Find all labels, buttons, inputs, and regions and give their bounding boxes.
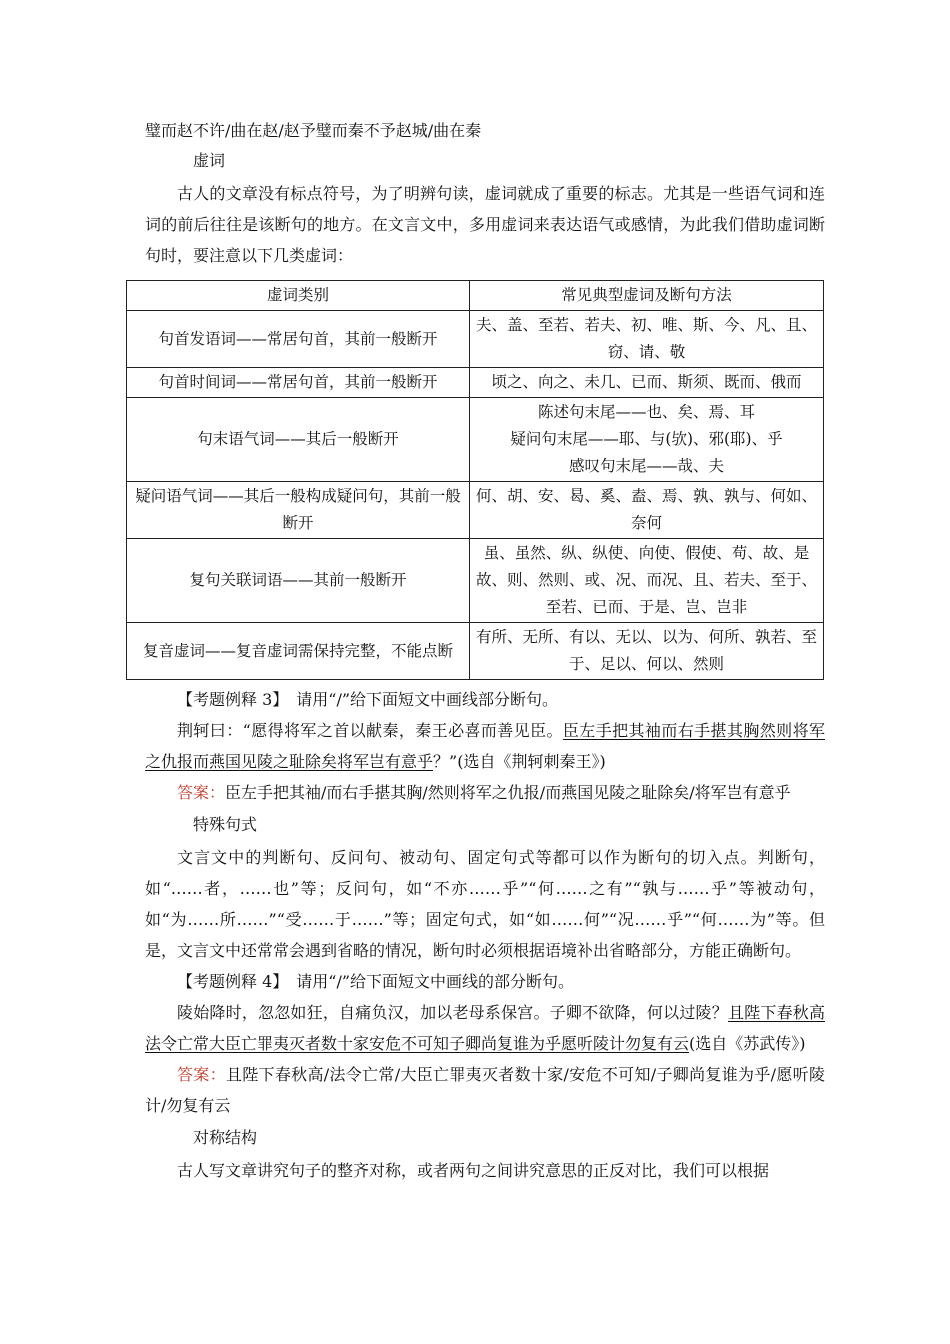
words-line-statement: 陈述句末尾——也、矣、焉、耳	[537, 403, 755, 421]
example-4-prompt: 【考题例释 4】 请用“/”给下面短文中画线的部分断句。	[177, 972, 575, 991]
table-row	[127, 482, 824, 539]
table-cell-category: 疑问语气词——其后一般构成疑问句，其前一般断开	[127, 482, 470, 539]
table-cell-words: 虽、虽然、纵、纵使、向使、假使、苟、故、是故、则、然则、或、况、而况、且、若夫、至于、至若、已而、于是、岂、岂非	[470, 539, 824, 623]
heading-duichen: 对称结构	[193, 1128, 258, 1147]
table-cell-category: 句末语气词——其后一般断开	[127, 398, 470, 482]
heading-xuci: 虚词	[193, 151, 226, 170]
table-row	[127, 539, 824, 623]
top-line: 璧而赵不许/曲在赵/赵予璧而秦不予赵城/曲在秦	[145, 121, 482, 140]
paragraph-teshu: 文言文中的判断句、反问句、被动句、固定句式等都可以作为断句的切入点。判断句，如“……者，……也”等；反问句，如“不亦……乎”“何……之有”“孰与……乎”等被动句，如“为……所……”“受……于……”等；固定句式，如“如……何”“况……乎”“何……为”等。但是，文言文中还常常会遇到省略的情况，断句时必须根据语境补出省略部分，方能正确断句。	[145, 848, 825, 960]
table-row	[127, 398, 824, 482]
page-bottom	[145, 684, 825, 1186]
example-4-label: 【考题例释 4】	[177, 972, 281, 991]
answer-label: 答案：	[177, 783, 226, 802]
table-header-category: 虚词类别	[127, 281, 470, 311]
words-line-question: 疑问句末尾——耶、与(欤)、邪(耶)、乎	[510, 430, 783, 448]
words-line-exclamation: 感叹句末尾——哉、夫	[568, 457, 724, 475]
table-cell-category: 复音虚词——复音虚词需保持完整，不能点断	[127, 623, 470, 680]
table-cell-category: 句首时间词——常居句首，其前一般断开	[127, 368, 470, 398]
table-cell-category: 复句关联词语——其前一般断开	[127, 539, 470, 623]
underlined-passage: 臣左手把其袖而右手揕其胸然则将军之仇报而燕国见陵之耻除矣将军岂有意乎	[145, 721, 825, 771]
table-cell-category: 句首发语词——常居句首，其前一般断开	[127, 311, 470, 368]
paragraph-duichen: 古人写文章讲究句子的整齐对称，或者两句之间讲究意思的正反对比，我们可以根据	[177, 1161, 770, 1180]
table-cell-words: 有所、无所、有以、无以、以为、何所、孰若、至于、足以、何以、然则	[470, 623, 824, 680]
page-top	[145, 118, 825, 271]
heading-teshu: 特殊句式	[193, 815, 258, 834]
underlined-passage: 且陛下春秋高法令亡常大臣亡罪夷灭者数十家安危不可知子卿尚复谁为乎愿听陵计勿复有云	[145, 1003, 825, 1053]
table-header-row	[127, 281, 824, 311]
table-cell-words: 顷之、向之、未几、已而、斯须、既而、俄而	[470, 368, 824, 398]
table-row	[127, 311, 824, 368]
example-3-label: 【考题例释 3】	[177, 690, 281, 709]
answer-label: 答案：	[177, 1065, 226, 1084]
example-3-prompt: 【考题例释 3】 请用“/”给下面短文中画线部分断句。	[177, 690, 559, 709]
paragraph-xuci: 古人的文章没有标点符号，为了明辨句读，虚词就成了重要的标志。尤其是一些语气词和连词的前后往往是该断句的地方。在文言文中，多用虚词来表达语气或感情，为此我们借助虚词断句时，要注意以下几类虚词：	[145, 184, 825, 265]
example-4-text: 陵始降时，忽忽如狂，自痛负汉，加以老母系保宫。子卿不欲降，何以过陵？且陛下春秋高法令亡常大臣亡罪夷灭者数十家安危不可知子卿尚复谁为乎愿听陵计勿复有云(选自《苏武传》)	[145, 1003, 825, 1053]
xuci-table	[126, 280, 824, 680]
example-3-text: 荆轲曰：“愿得将军之首以献秦，秦王必喜而善见臣。臣左手把其袖而右手揕其胸然则将军之仇报而燕国见陵之耻除矣将军岂有意乎？”(选自《荆轲刺秦王》)	[145, 721, 825, 771]
table-row	[127, 368, 824, 398]
table-cell-words: 夫、盖、至若、若夫、初、唯、斯、今、凡、且、窃、请、敬	[470, 311, 824, 368]
table-cell-words	[470, 398, 824, 482]
example-3-answer: 答案：臣左手把其袖/而右手揕其胸/然则将军之仇报/而燕国见陵之耻除矣/将军岂有意乎	[177, 783, 791, 802]
example-4-answer: 答案：且陛下春秋高/法令亡常/大臣亡罪夷灭者数十家/安危不可知/子卿尚复谁为乎/愿听陵计/勿复有云	[145, 1065, 825, 1115]
table-cell-words: 何、胡、安、曷、奚、盍、焉、孰、孰与、何如、奈何	[470, 482, 824, 539]
table-row	[127, 623, 824, 680]
table-header-words: 常见典型虚词及断句方法	[470, 281, 824, 311]
